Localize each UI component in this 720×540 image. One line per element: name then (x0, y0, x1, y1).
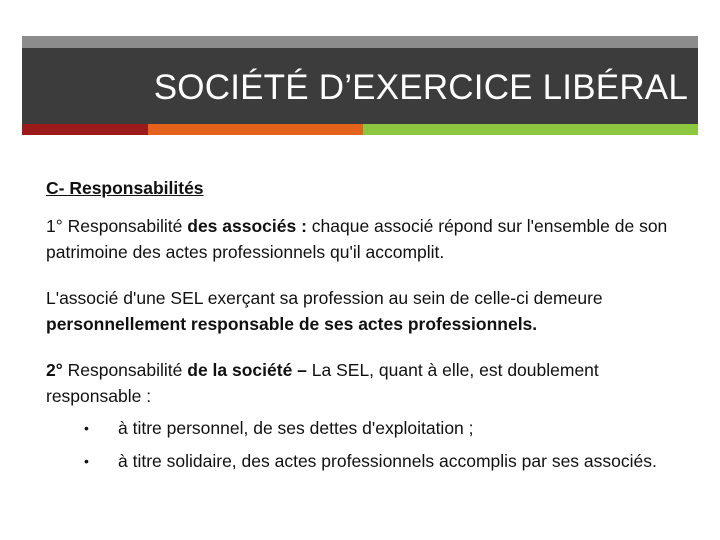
bullet-icon: • (84, 420, 89, 436)
paragraph-personal-liability (46, 285, 686, 337)
accent-segment-red (22, 124, 148, 135)
p3-text-d: La SEL, quant à elle, est doublement responsable : (46, 360, 599, 406)
list-item (46, 415, 686, 441)
title-top-strip (22, 36, 698, 48)
p3-text-a: 2° (46, 360, 68, 380)
p3-text-bold: de la société – (187, 360, 307, 380)
p1-text-bold: des associés : (187, 216, 307, 236)
title-bar (22, 36, 698, 124)
paragraph-associates-liability (46, 213, 686, 265)
section-heading: C- Responsabilités (46, 178, 204, 198)
bullet-text: à titre personnel, de ses dettes d'exploitation ; (118, 418, 474, 438)
p2-text-bold: personnellement responsable de ses actes professionnels. (46, 314, 538, 334)
accent-segment-green (363, 124, 698, 135)
liability-bullet-list (46, 415, 686, 474)
bullet-icon: • (84, 453, 89, 469)
p1-text-c: chaque associé répond sur l'ensemble de son patrimoine des actes professionnels qu'il accomplit. (46, 216, 668, 262)
p3-text-b: Responsabilité (67, 360, 188, 380)
list-item (46, 448, 686, 474)
accent-bar (22, 124, 698, 135)
slide-content (46, 175, 686, 481)
paragraph-company-liability (46, 357, 686, 409)
p2-text-a: L'associé d'une SEL exerçant sa profession au sein de celle-ci demeure (46, 288, 603, 308)
slide-title: SOCIÉTÉ D’EXERCICE LIBÉRAL (153, 68, 688, 107)
p1-text-a: 1° Responsabilité (46, 216, 188, 236)
bullet-text: à titre solidaire, des actes professionnels accomplis par ses associés. (118, 451, 657, 471)
accent-segment-orange (148, 124, 363, 135)
